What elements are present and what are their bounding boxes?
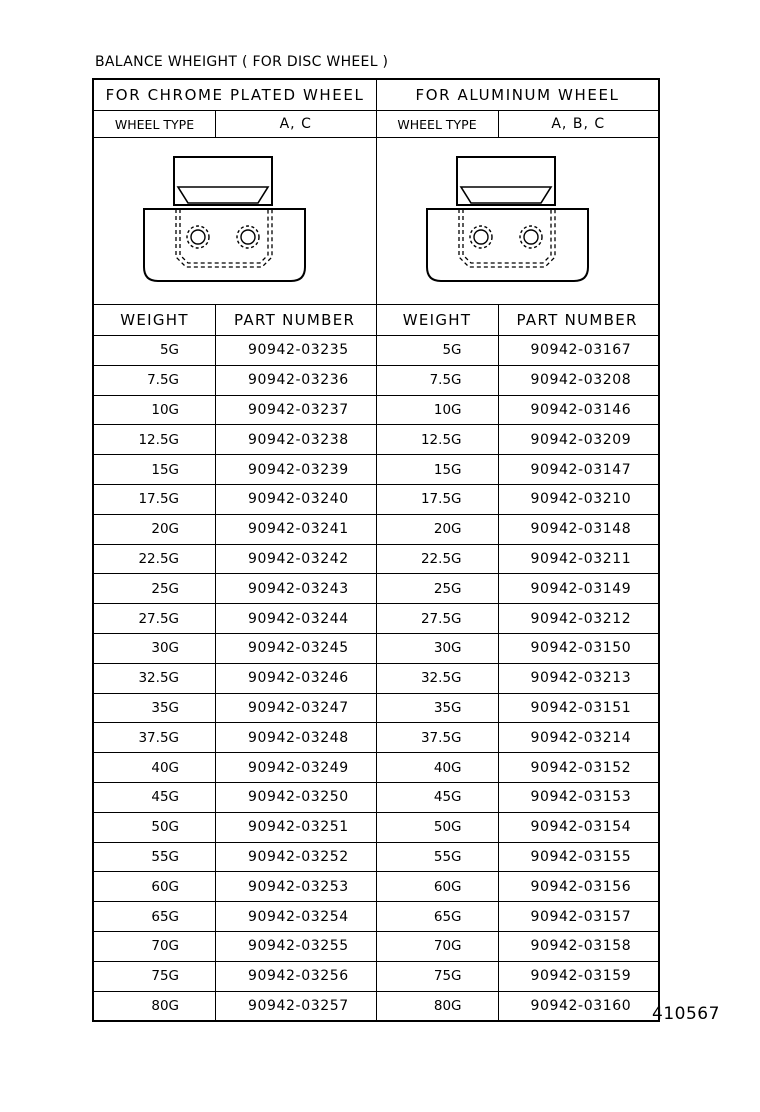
chrome-entry xyxy=(94,813,376,842)
weight-column-header: WEIGHT xyxy=(94,305,216,335)
table-row xyxy=(94,962,658,992)
weight-cell: 55G xyxy=(94,843,216,872)
chrome-wheel-type xyxy=(94,111,376,137)
weight-cell: 15G xyxy=(94,455,216,484)
part-number-cell: 90942-03242 xyxy=(248,550,349,567)
part-number-cell: 90942-03213 xyxy=(530,670,632,687)
chrome-entry xyxy=(94,992,376,1021)
table-row xyxy=(94,783,658,813)
weight-cell: 5G xyxy=(94,336,216,365)
part-number-cell: 90942-03250 xyxy=(248,789,349,806)
weight-cell: 10G xyxy=(94,396,216,425)
part-number-cell: 90942-03157 xyxy=(530,908,632,925)
aluminum-entry xyxy=(376,783,659,812)
chrome-entry xyxy=(94,574,376,603)
weight-cell: 35G xyxy=(94,694,216,723)
aluminum-entry xyxy=(376,336,659,365)
table-row xyxy=(94,992,658,1021)
weight-cell: 60G xyxy=(377,872,499,901)
chrome-entry xyxy=(94,902,376,931)
part-number-cell: 90942-03256 xyxy=(248,968,349,985)
part-number-cell: 90942-03240 xyxy=(248,491,349,508)
part-number-cell: 90942-03243 xyxy=(248,580,349,597)
weight-cell: 20G xyxy=(377,515,499,544)
parts-table xyxy=(92,78,660,1022)
part-number-cell: 90942-03160 xyxy=(530,997,632,1014)
section-header-row xyxy=(94,80,658,111)
part-number-cell: 90942-03146 xyxy=(530,401,632,418)
aluminum-entry xyxy=(376,694,659,723)
balance-weight-clip-icon xyxy=(140,151,330,291)
chrome-entry xyxy=(94,962,376,991)
aluminum-column-headers xyxy=(376,305,659,335)
part-number-cell: 90942-03153 xyxy=(530,789,632,806)
weight-cell: 55G xyxy=(377,843,499,872)
weight-cell: 27.5G xyxy=(94,604,216,633)
part-number-cell: 90942-03147 xyxy=(530,461,632,478)
table-row xyxy=(94,932,658,962)
chrome-entry xyxy=(94,485,376,514)
part-number-cell: 90942-03214 xyxy=(530,729,632,746)
chrome-entry xyxy=(94,515,376,544)
chrome-entry xyxy=(94,545,376,574)
chrome-entry xyxy=(94,336,376,365)
weight-cell: 45G xyxy=(94,783,216,812)
wheel-type-label: WHEEL TYPE xyxy=(377,111,499,137)
aluminum-wheel-heading: FOR ALUMINUM WHEEL xyxy=(376,80,658,110)
aluminum-entry xyxy=(376,455,659,484)
table-row xyxy=(94,872,658,902)
chrome-entry xyxy=(94,664,376,693)
part-number-cell: 90942-03248 xyxy=(248,729,349,746)
part-number-cell: 90942-03238 xyxy=(248,431,349,448)
part-number-cell: 90942-03236 xyxy=(248,372,349,389)
weight-cell: 40G xyxy=(94,753,216,782)
part-number-cell: 90942-03253 xyxy=(248,878,349,895)
table-row xyxy=(94,366,658,396)
weight-cell: 37.5G xyxy=(94,723,216,752)
aluminum-entry xyxy=(376,634,659,663)
chrome-weight-illustration xyxy=(94,138,376,304)
chrome-entry xyxy=(94,366,376,395)
part-number-cell: 90942-03241 xyxy=(248,521,349,538)
part-number-cell: 90942-03211 xyxy=(530,550,632,567)
part-number-cell: 90942-03152 xyxy=(530,759,632,776)
weight-cell: 20G xyxy=(94,515,216,544)
wheel-type-value: A, C xyxy=(279,116,312,132)
chrome-entry xyxy=(94,455,376,484)
weight-cell: 80G xyxy=(94,992,216,1021)
part-number-cell: 90942-03252 xyxy=(248,848,349,865)
aluminum-entry xyxy=(376,723,659,752)
aluminum-entry xyxy=(376,932,659,961)
weight-cell: 70G xyxy=(377,932,499,961)
part-number-cell: 90942-03244 xyxy=(248,610,349,627)
aluminum-wheel-type xyxy=(376,111,659,137)
weight-cell: 75G xyxy=(377,962,499,991)
part-number-cell: 90942-03148 xyxy=(530,521,632,538)
aluminum-entry xyxy=(376,813,659,842)
part-number-cell: 90942-03255 xyxy=(248,938,349,955)
table-row xyxy=(94,485,658,515)
aluminum-entry xyxy=(376,992,659,1021)
part-number-cell: 90942-03251 xyxy=(248,819,349,836)
illustration-row xyxy=(94,138,658,305)
weight-cell: 22.5G xyxy=(94,545,216,574)
aluminum-entry xyxy=(376,753,659,782)
balance-weight-clip-icon xyxy=(423,151,613,291)
part-number-cell: 90942-03167 xyxy=(530,342,632,359)
chrome-entry xyxy=(94,843,376,872)
table-row xyxy=(94,604,658,634)
part-number-cell: 90942-03158 xyxy=(530,938,632,955)
weight-cell: 50G xyxy=(377,813,499,842)
weight-cell: 40G xyxy=(377,753,499,782)
weight-cell: 30G xyxy=(94,634,216,663)
part-number-column-header: PART NUMBER xyxy=(516,311,638,329)
table-row xyxy=(94,574,658,604)
part-number-cell: 90942-03246 xyxy=(248,670,349,687)
aluminum-entry xyxy=(376,872,659,901)
table-row xyxy=(94,694,658,724)
weight-cell: 65G xyxy=(94,902,216,931)
table-row xyxy=(94,515,658,545)
table-body xyxy=(94,336,658,1020)
page-title: BALANCE WHEIGHT ( FOR DISC WHEEL ) xyxy=(95,54,389,70)
table-row xyxy=(94,813,658,843)
part-number-cell: 90942-03151 xyxy=(530,699,632,716)
aluminum-entry xyxy=(376,962,659,991)
part-number-cell: 90942-03249 xyxy=(248,759,349,776)
table-row xyxy=(94,336,658,366)
aluminum-entry xyxy=(376,604,659,633)
chrome-entry xyxy=(94,694,376,723)
chrome-entry xyxy=(94,872,376,901)
weight-cell: 32.5G xyxy=(94,664,216,693)
chrome-entry xyxy=(94,753,376,782)
weight-cell: 70G xyxy=(94,932,216,961)
table-row xyxy=(94,843,658,873)
aluminum-entry xyxy=(376,425,659,454)
wheel-type-value: A, B, C xyxy=(551,116,606,132)
weight-cell: 37.5G xyxy=(377,723,499,752)
chrome-entry xyxy=(94,932,376,961)
weight-cell: 5G xyxy=(377,336,499,365)
part-number-cell: 90942-03212 xyxy=(530,610,632,627)
weight-cell: 75G xyxy=(94,962,216,991)
part-number-cell: 90942-03247 xyxy=(248,699,349,716)
weight-cell: 10G xyxy=(377,396,499,425)
part-number-cell: 90942-03154 xyxy=(530,819,632,836)
weight-cell: 25G xyxy=(377,574,499,603)
figure-code: 410567 xyxy=(652,1004,720,1024)
table-row xyxy=(94,664,658,694)
weight-cell: 17.5G xyxy=(377,485,499,514)
chrome-entry xyxy=(94,425,376,454)
weight-cell: 35G xyxy=(377,694,499,723)
part-number-cell: 90942-03159 xyxy=(530,968,632,985)
part-number-column-header: PART NUMBER xyxy=(234,311,356,329)
part-number-cell: 90942-03235 xyxy=(248,342,349,359)
chrome-entry xyxy=(94,783,376,812)
table-row xyxy=(94,545,658,575)
part-number-cell: 90942-03237 xyxy=(248,401,349,418)
column-header-row xyxy=(94,305,658,336)
aluminum-entry xyxy=(376,664,659,693)
weight-cell: 80G xyxy=(377,992,499,1021)
part-number-cell: 90942-03209 xyxy=(530,431,632,448)
weight-cell: 12.5G xyxy=(94,425,216,454)
weight-cell: 45G xyxy=(377,783,499,812)
aluminum-entry xyxy=(376,843,659,872)
weight-cell: 25G xyxy=(94,574,216,603)
chrome-column-headers xyxy=(94,305,376,335)
part-number-cell: 90942-03245 xyxy=(248,640,349,657)
table-row xyxy=(94,396,658,426)
aluminum-entry xyxy=(376,366,659,395)
part-number-cell: 90942-03208 xyxy=(530,372,632,389)
chrome-entry xyxy=(94,396,376,425)
table-row xyxy=(94,455,658,485)
weight-cell: 30G xyxy=(377,634,499,663)
part-number-cell: 90942-03150 xyxy=(530,640,632,657)
aluminum-entry xyxy=(376,574,659,603)
chrome-entry xyxy=(94,723,376,752)
weight-cell: 15G xyxy=(377,455,499,484)
weight-cell: 17.5G xyxy=(94,485,216,514)
aluminum-weight-illustration xyxy=(376,138,658,304)
weight-cell: 22.5G xyxy=(377,545,499,574)
weight-cell: 60G xyxy=(94,872,216,901)
chrome-entry xyxy=(94,604,376,633)
weight-cell: 27.5G xyxy=(377,604,499,633)
part-number-cell: 90942-03149 xyxy=(530,580,632,597)
aluminum-entry xyxy=(376,485,659,514)
aluminum-entry xyxy=(376,545,659,574)
aluminum-entry xyxy=(376,515,659,544)
chrome-wheel-heading: FOR CHROME PLATED WHEEL xyxy=(105,86,365,104)
weight-cell: 12.5G xyxy=(377,425,499,454)
weight-cell: 7.5G xyxy=(94,366,216,395)
aluminum-entry xyxy=(376,396,659,425)
part-number-cell: 90942-03210 xyxy=(530,491,632,508)
part-number-cell: 90942-03155 xyxy=(530,848,632,865)
table-row xyxy=(94,723,658,753)
part-number-cell: 90942-03156 xyxy=(530,878,632,895)
wheel-type-row xyxy=(94,111,658,138)
table-row xyxy=(94,425,658,455)
table-row xyxy=(94,902,658,932)
chrome-entry xyxy=(94,634,376,663)
table-row xyxy=(94,634,658,664)
weight-cell: 65G xyxy=(377,902,499,931)
table-row xyxy=(94,753,658,783)
part-number-cell: 90942-03239 xyxy=(248,461,349,478)
part-number-cell: 90942-03254 xyxy=(248,908,349,925)
weight-cell: 7.5G xyxy=(377,366,499,395)
weight-column-header: WEIGHT xyxy=(377,305,499,335)
weight-cell: 50G xyxy=(94,813,216,842)
weight-cell: 32.5G xyxy=(377,664,499,693)
wheel-type-label: WHEEL TYPE xyxy=(94,111,216,137)
aluminum-entry xyxy=(376,902,659,931)
part-number-cell: 90942-03257 xyxy=(248,997,349,1014)
